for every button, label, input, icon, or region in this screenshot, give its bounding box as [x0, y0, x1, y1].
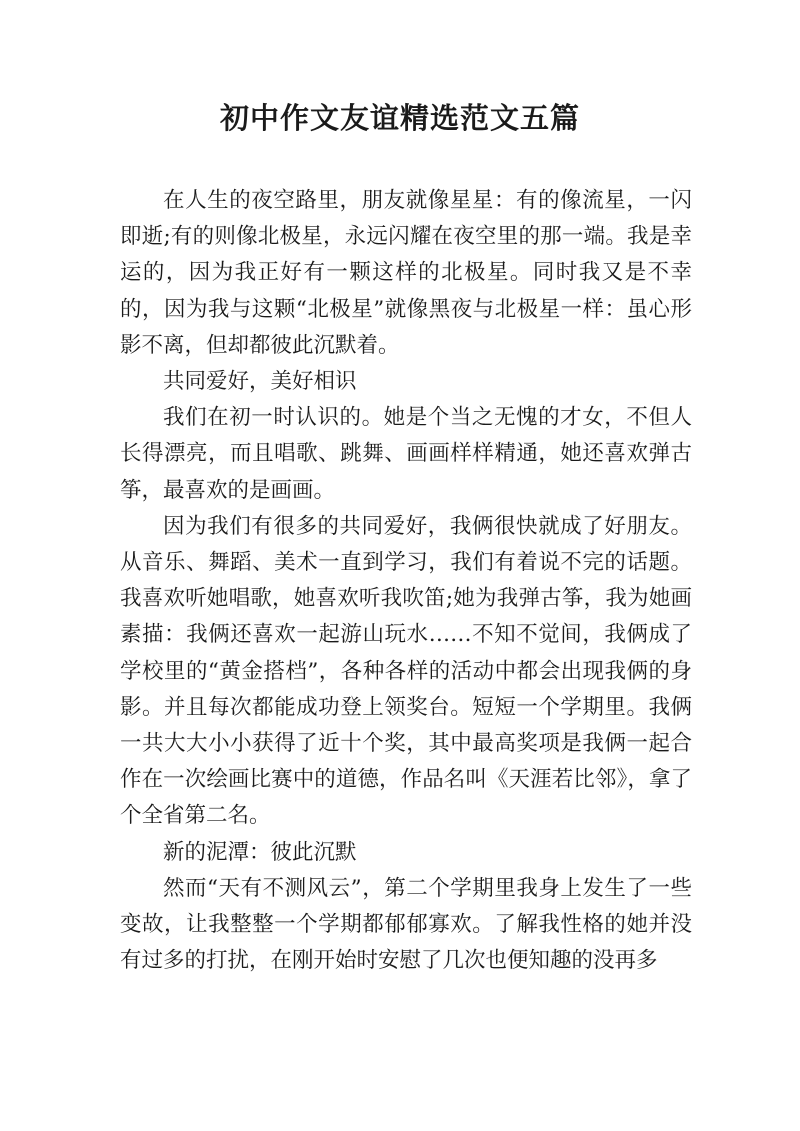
document-title: 初中作文友谊精选范文五篇 — [219, 101, 580, 135]
paragraph-changes: 然而“天有不测风云”，第二个学期里我身上发生了一些变故，让我整整一个学期都郁郁寡欢。了解我性格的她并没有过多的打扰，在刚开始时安慰了几次也便知趣的没再多 — [120, 875, 692, 974]
section-heading-common-hobbies: 共同爱好，美好相识 — [163, 369, 357, 395]
paragraph-friendship: 因为我们有很多的共同爱好，我俩很快就成了好朋友。从音乐、舞蹈、美术一直到学习，我们有着说不完的话题。我喜欢听她唱歌，她喜欢听我吹笛;她为我弹古筝，我为她画素描：我俩还喜欢一起游山玩水……不知不觉间，我俩成了学校里的“黄金搭档”，各种各样的活动中都会出现我俩的身影。并且每次都能成功登上领奖台。短短一个学期里。我俩一共大大小小获得了近十个奖，其中最高奖项是我俩一起合作在一次绘画比赛中的道德，作品名叫《天涯若比邻》，拿了个全省第二名。 — [120, 513, 692, 829]
section-heading-silence: 新的泥潭：彼此沉默 — [163, 839, 357, 865]
paragraph-first-meeting: 我们在初一时认识的。她是个当之无愧的才女，不但人长得漂亮，而且唱歌、跳舞、画画样样精通，她还喜欢弹古筝，最喜欢的是画画。 — [120, 405, 692, 503]
document-body — [120, 183, 692, 979]
paragraph-intro: 在人生的夜空路里，朋友就像星星：有的像流星，一闪即逝;有的则像北极星，永远闪耀在夜空里的那一端。我是幸运的，因为我正好有一颗这样的北极星。同时我又是不幸的，因为我与这颗“北极星”就像黑夜与北极星一样：虽心形影不离，但却都彼此沉默着。 — [120, 188, 692, 358]
